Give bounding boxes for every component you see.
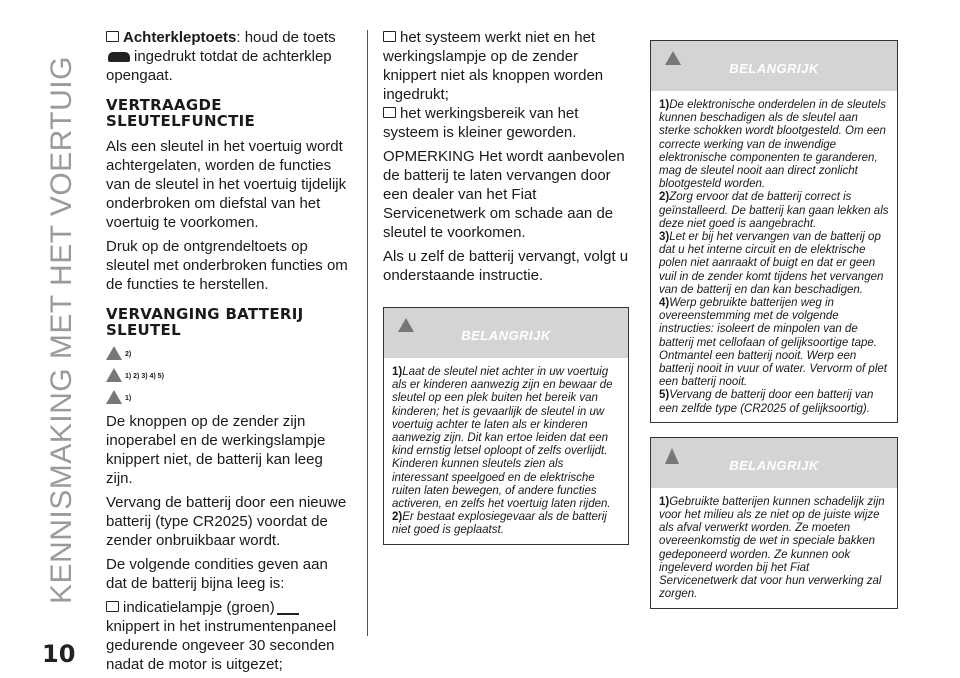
- box-title: BELANGRIJK: [461, 328, 551, 343]
- bullet-box-icon: [106, 601, 119, 612]
- box-header: [384, 308, 628, 358]
- column-1: [106, 28, 350, 674]
- page-number: 10: [42, 640, 76, 668]
- warning-ref: 1) 2) 3) 4) 5): [106, 368, 350, 382]
- heading-delayed-key-function: VERTRAAGDE SLEUTELFUNCTIE: [106, 96, 256, 130]
- important-box-environment: [650, 437, 898, 609]
- paragraph: Als u zelf de batterij vervangt, volgt u onderstaande instructie.: [383, 248, 629, 284]
- paragraph: De knoppen op de zender zijn inoperabel en de werkingslampje knippert niet, de batterij kan leeg zijn.: [106, 413, 326, 487]
- paragraph: Vervang de batterij door een nieuwe batterij (type CR2025) voordat de zender onbruikbaar wordt.: [106, 494, 347, 549]
- chapter-title-vertical: KENNISMAKING MET HET VOERTUIG: [45, 56, 78, 604]
- tailgate-label: Achterkleptoets: [123, 29, 237, 46]
- box-header: [651, 41, 897, 91]
- warning-triangle-icon: [106, 346, 122, 360]
- important-box-2: [650, 40, 898, 423]
- box-header: [651, 438, 897, 488]
- bullet-box-icon: [383, 107, 396, 118]
- box-body: 1)Gebruikte batterijen kunnen schadelijk zijn voor het milieu als ze niet op de juiste wijze als afval verwerkt worden. Ze moeten overeenkomstig de wet in speciale bakken gedeponeerd worden. Ze kunnen ook ingeleverd worden bij het Fiat Servicenetwerk dat voor hun verwerking zal zorgen.: [659, 495, 885, 601]
- bullet-box-icon: [383, 31, 396, 42]
- tailgate-car-icon: [108, 52, 130, 62]
- bullet-item: indicatielampje (groen)knippert in het instrumentenpaneel gedurende ongeveer 30 seconden nadat de motor is uitgezet;: [106, 599, 337, 673]
- bullet-item: het werkingsbereik van het systeem is kleiner geworden.: [383, 105, 579, 141]
- column-2: [383, 28, 629, 545]
- paragraph: Druk op de ontgrendeltoets op sleutel met onderbroken functies om de functies te herstellen.: [106, 238, 348, 293]
- box-title: BELANGRIJK: [729, 61, 819, 76]
- column-3: [650, 40, 896, 609]
- box-title: BELANGRIJK: [729, 457, 819, 473]
- box-body: 1)De elektronische onderdelen in de sleutels kunnen beschadigen als de sleutel aan sterke schokken wordt blootgesteld. Om een correcte werking van de inwendige elektronische componenten te garanderen, mag de sleutel nooit aan direct zonlicht blootgesteld worden. 2)Zorg ervoor dat de batterij correct is geïnstalleerd. De batterij kan gaan lekken als deze niet goed is aangebracht. 3)Let er bij het vervangen van de batterij op dat u het interne circuit en de elektrische polen niet aanraakt of buigt en dat er geen vuil in de zender komt tijdens het vervangen van de batterij en dan kan beschadigen. 4)Werp gebruikte batterijen weg in overeenstemming met de volgende instructies: isoleert de minpolen van de batterij met cellofaan of gelijksoortige tape. Ontmantel een batterij nooit. Werp een batterij nooit in vuur of water. Vervorm of plet een batterij nooit. 5)Vervang de batterij door een batterij van een zelfde type (CR2025 of gelijksoortig).: [659, 99, 889, 415]
- column-divider: [367, 30, 368, 636]
- paragraph: Als een sleutel in het voertuig wordt achtergelaten, worden de functies van de sleutel in het voertuig tijdelijk onderbroken om diefstal van het voertuig te voorkomen.: [106, 138, 347, 231]
- paragraph-note: OPMERKING Het wordt aanbevolen de batterij te laten vervangen door een dealer van het Fiat Servicenetwerk om schade aan de sleutel te voorkomen.: [383, 148, 625, 241]
- warning-ref: 1): [106, 390, 350, 404]
- warning-ref: 2): [106, 346, 350, 360]
- paragraph-tailgate: Achterkleptoets: houd de toets ingedrukt totdat de achterklep opengaat.: [106, 29, 336, 84]
- important-box-1: [383, 307, 629, 545]
- environment-tree-icon: [106, 390, 122, 404]
- paragraph: De volgende condities geven aan dat de batterij bijna leeg is:: [106, 556, 328, 592]
- key-warning-lamp-icon: [277, 601, 299, 615]
- bullet-box-icon: [106, 31, 119, 42]
- box-body: 1)Laat de sleutel niet achter in uw voertuig als er kinderen aanwezig zijn en bewaar de sleutel op een plek buiten het bereik van kinderen; het is gevaarlijk de sleutel in uw voertuig achter te laten als er kinderen aanwezig zijn. Dit kan ertoe leiden dat een kind ernstig letsel oploopt of zelfs overlijdt. Kinderen kunnen sleutels zien als interessant speelgoed en de elektrische ruiten laten bewegen, of andere functies activeren, en zelfs het voertuig laten rijden. 2)Er bestaat explosiegevaar als de batterij niet goed is geplaatst.: [392, 366, 613, 537]
- heading-battery-replacement: VERVANGING BATTERIJ SLEUTEL: [106, 305, 304, 339]
- bullet-item: het systeem werkt niet en het werkingslampje op de zender knippert niet als knoppen worden ingedrukt;: [383, 29, 604, 103]
- warning-triangle-icon: [106, 368, 122, 382]
